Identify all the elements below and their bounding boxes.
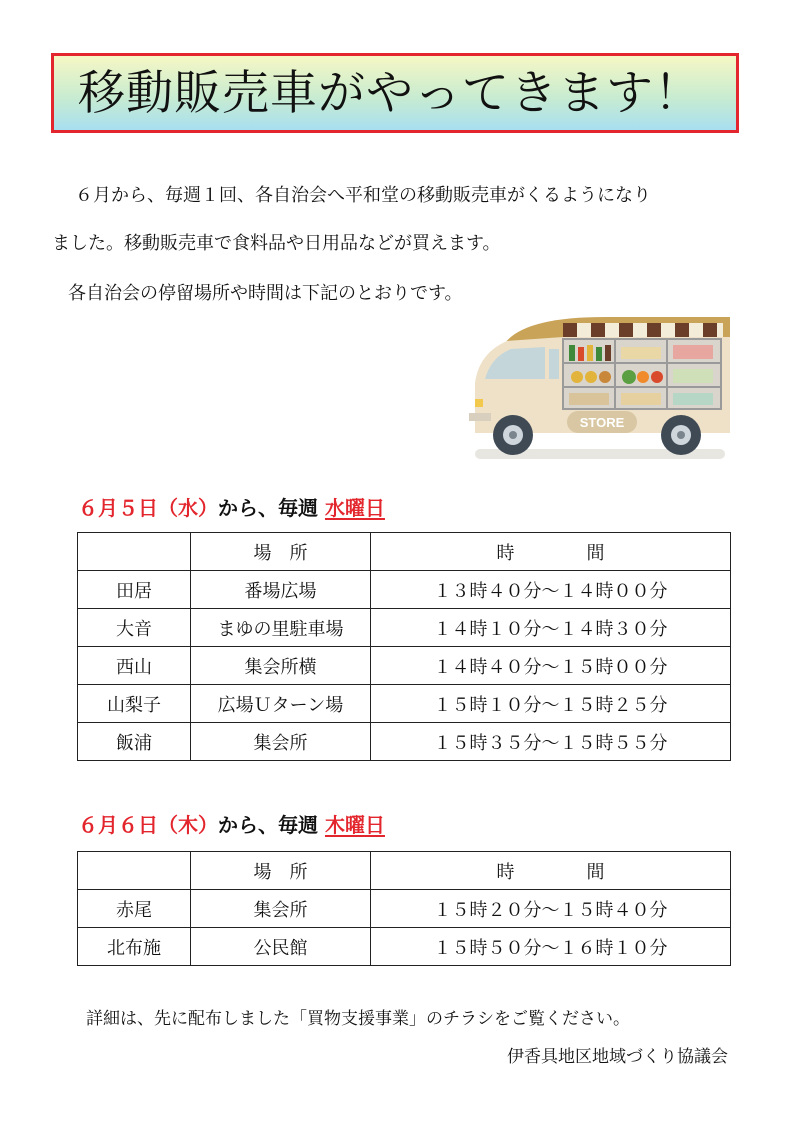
wednesday-schedule-table [77, 532, 731, 761]
header-cell-empty [78, 852, 191, 890]
area-cell: 飯浦 [78, 723, 191, 761]
store-sign-text: STORE [579, 415, 625, 430]
table-row [78, 609, 731, 647]
table-row [78, 571, 731, 609]
place-cell: 集会所横 [191, 647, 371, 685]
table-header-row [78, 852, 731, 890]
header-cell-place: 場 所 [191, 852, 371, 890]
wednesday-start-date: ６月５日（水） [78, 496, 218, 520]
table-row [78, 685, 731, 723]
place-cell: 集会所 [191, 890, 371, 928]
thursday-schedule-table [77, 851, 731, 966]
area-cell: 田居 [78, 571, 191, 609]
intro-line-3: 各自治会の停留場所や時間は下記のとおりです。 [68, 283, 463, 304]
area-cell: 赤尾 [78, 890, 191, 928]
intro-line-2: ました。移動販売車で食料品や日用品などが買えます。 [52, 233, 501, 254]
thursday-heading-mid: から、毎週 [218, 813, 318, 837]
header-cell-place: 場 所 [191, 533, 371, 571]
header-cell-time: 時 間 [371, 852, 731, 890]
title-banner [51, 53, 739, 133]
time-cell: １５時３５分～１５時５５分 [371, 723, 731, 761]
wednesday-heading [78, 495, 385, 521]
thursday-start-date: ６月６日（木） [78, 813, 218, 837]
wednesday-heading-mid: から、毎週 [218, 496, 318, 520]
thursday-heading [78, 812, 385, 838]
time-cell: １５時２０分～１５時４０分 [371, 890, 731, 928]
place-cell: 集会所 [191, 723, 371, 761]
time-cell: １４時１０分～１４時３０分 [371, 609, 731, 647]
time-cell: １５時５０分～１６時１０分 [371, 928, 731, 966]
details-note: 詳細は、先に配布しました「買物支援事業」のチラシをご覧ください。 [86, 1009, 630, 1029]
place-cell: 番場広場 [191, 571, 371, 609]
time-cell: １５時１０分～１５時２５分 [371, 685, 731, 723]
table-row [78, 723, 731, 761]
table-header-row [78, 533, 731, 571]
table-row [78, 928, 731, 966]
organization-name: 伊香具地区地域づくり協議会 [507, 1047, 728, 1067]
header-cell-empty [78, 533, 191, 571]
thursday-weekday: 木曜日 [324, 813, 385, 837]
wednesday-weekday: 水曜日 [324, 496, 385, 520]
page-title: 移動販売車がやってきます！ [78, 66, 702, 121]
area-cell: 大音 [78, 609, 191, 647]
intro-line-1: ６月から、毎週１回、各自治会へ平和堂の移動販売車がくるようになり [75, 185, 651, 206]
food-truck-illustration [465, 313, 735, 461]
table-row [78, 647, 731, 685]
area-cell: 西山 [78, 647, 191, 685]
place-cell: 広場Ｕターン場 [191, 685, 371, 723]
place-cell: 公民館 [191, 928, 371, 966]
area-cell: 山梨子 [78, 685, 191, 723]
time-cell: １３時４０分～１４時００分 [371, 571, 731, 609]
table-row [78, 890, 731, 928]
place-cell: まゆの里駐車場 [191, 609, 371, 647]
header-cell-time: 時 間 [371, 533, 731, 571]
area-cell: 北布施 [78, 928, 191, 966]
time-cell: １４時４０分～１５時００分 [371, 647, 731, 685]
